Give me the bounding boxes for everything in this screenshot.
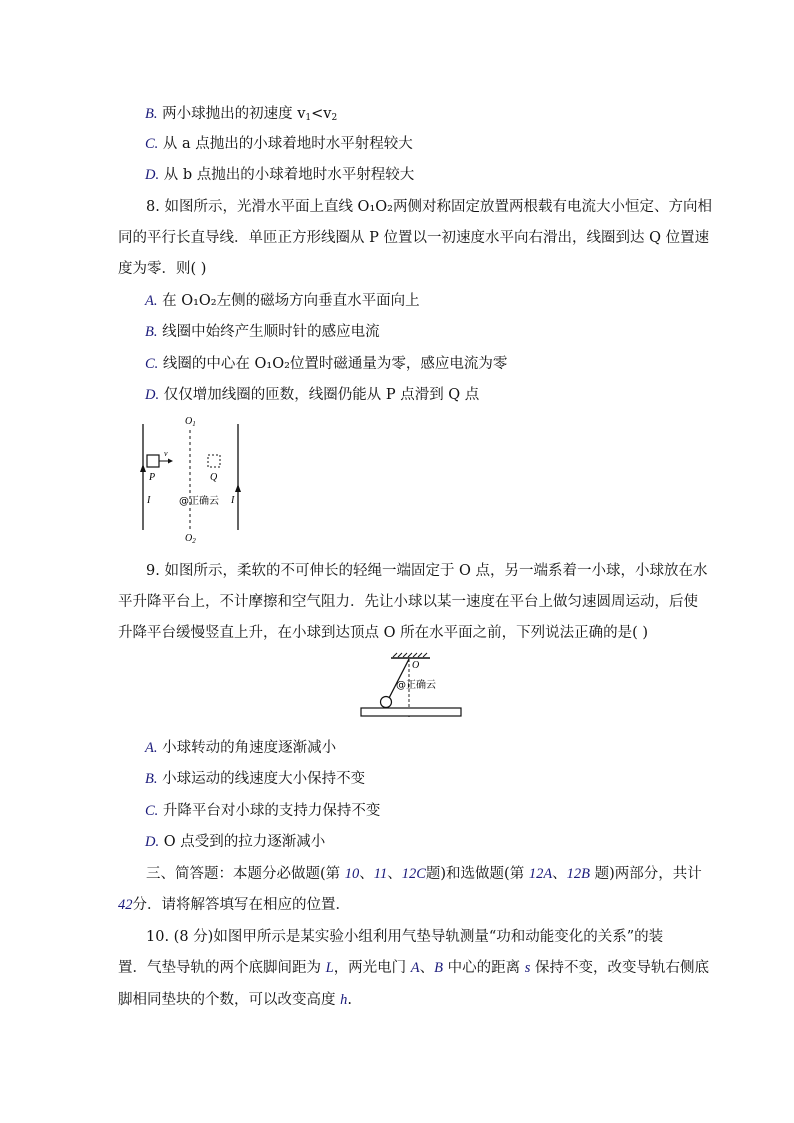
ball <box>381 697 392 708</box>
q9-stem-line2: 平升降平台上，不计摩擦和空气阻力．先让小球以某一速度在平台上做匀速圆周运动，后使 <box>118 594 698 610</box>
option-letter: B. <box>145 324 158 340</box>
q8-stem-line1: 8. 如图所示，光滑水平面上直线 O₁O₂两侧对称固定放置两根载有电流大小恒定、方向相 <box>146 199 712 215</box>
q8-option-b <box>145 322 380 342</box>
label-o1: $O_1$ <box>185 416 196 428</box>
option-letter: D. <box>145 387 160 403</box>
option-letter: A. <box>145 740 158 756</box>
option-letter: C. <box>145 136 159 152</box>
q7-option-b <box>145 104 337 128</box>
q10-line3: 脚相同垫块的个数，可以改变高度 h. <box>118 992 352 1008</box>
platform <box>361 708 461 716</box>
subscript: 1 <box>305 113 312 123</box>
label-i-left: I <box>147 495 151 506</box>
option-text: 小球转动的角速度逐渐减小 <box>162 740 337 756</box>
label-o: O <box>412 660 420 671</box>
q9-option-a <box>145 738 336 758</box>
q10-line1: 10. (8 分)如图甲所示是某实验小组利用气垫导轨测量“功和动能变化的关系”的装 <box>146 929 664 945</box>
q8-stem-line2: 同的平行长直导线．单匝正方形线圈从 P 位置以一初速度水平向右滑出，线圈到达 Q 位置速 <box>118 230 710 246</box>
q8-stem-line3: 度为零．则( ) <box>118 261 207 277</box>
q9-option-d <box>145 832 325 852</box>
section3-line1: 三、简答题：本题分必做题(第 10、11、12C题)和选做题(第 12A、12B 题)两部分，共计 <box>146 866 702 882</box>
coil-q <box>208 455 220 467</box>
q9-option-c <box>145 801 380 821</box>
section3-line2: 42分．请将解答填写在相应的位置． <box>118 897 350 913</box>
ceiling-hatch <box>393 653 427 657</box>
option-text: 线圈中始终产生顺时针的感应电流 <box>162 324 380 340</box>
q8-option-c <box>145 354 507 374</box>
option-letter: D. <box>145 834 160 850</box>
q8-option-d <box>145 385 479 405</box>
q9-figure <box>358 652 468 722</box>
option-text: 线圈的中心在 O₁O₂位置时磁通量为零，感应电流为零 <box>162 356 508 372</box>
q9-stem-line3: 升降平台缓慢竖直上升，在小球到达顶点 O 所在水平面之前，下列说法正确的是( ) <box>118 625 649 641</box>
right-current-arrow <box>235 484 241 492</box>
option-letter: C. <box>145 356 159 372</box>
option-text: 从 b 点抛出的小球着地时水平射程较大 <box>163 167 415 183</box>
label-o2: $O_2$ <box>185 533 196 545</box>
option-text: 从 a 点抛出的小球着地时水平射程较大 <box>162 136 413 152</box>
label-i-right: I <box>231 495 235 506</box>
option-text-pre: 两小球抛出的初速度 v <box>162 106 306 122</box>
option-letter: B. <box>145 771 158 787</box>
watermark: @正确云 <box>396 680 436 691</box>
option-text: 升降平台对小球的支持力保持不变 <box>162 803 381 819</box>
q10-line2: 置．气垫导轨的两个底脚间距为 L，两光电门 A、B 中心的距离 s 保持不变，改变导轨右侧底 <box>118 960 709 976</box>
q7-option-c <box>145 134 413 154</box>
option-letter: A. <box>145 293 158 309</box>
option-letter: C. <box>145 803 159 819</box>
watermark: @正确云 <box>179 496 219 507</box>
option-letter: B. <box>145 106 158 122</box>
option-text: O 点受到的拉力逐渐减小 <box>163 834 326 850</box>
option-text: 仅仅增加线圈的匝数，线圈仍能从 P 点滑到 Q 点 <box>163 387 480 403</box>
label-q: Q <box>210 472 218 483</box>
option-text-mid: <v <box>311 106 332 122</box>
label-p: P <box>149 472 156 483</box>
coil-p <box>147 455 159 467</box>
option-letter: D. <box>145 167 160 183</box>
q7-option-d <box>145 165 414 185</box>
subscript: 2 <box>331 113 338 123</box>
q9-option-b <box>145 769 365 789</box>
label-v: v <box>164 449 168 458</box>
q9-stem-line1: 9. 如图所示，柔软的不可伸长的轻绳一端固定于 O 点，另一端系着一小球，小球放在水 <box>146 563 708 579</box>
q8-option-a <box>145 291 420 311</box>
velocity-arrowhead <box>168 459 173 464</box>
option-text: 小球运动的线速度大小保持不变 <box>162 771 366 787</box>
option-text: 在 O₁O₂左侧的磁场方向垂直水平面向上 <box>162 293 420 309</box>
left-current-arrow <box>140 464 146 472</box>
q8-figure <box>130 412 260 547</box>
